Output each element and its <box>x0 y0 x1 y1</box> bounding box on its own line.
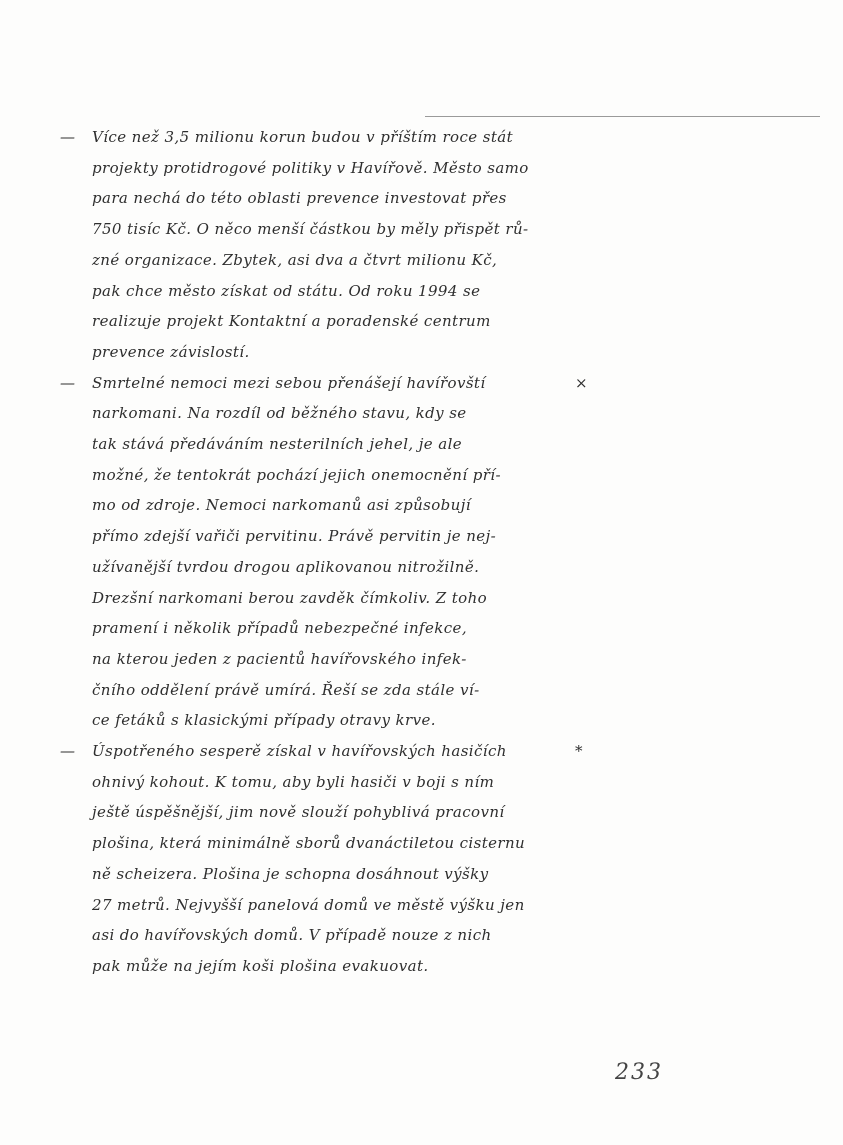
handwritten-line: asi do havířovských domů. V případě nouze z nich <box>92 926 492 945</box>
handwritten-line: tak stává předáváním nesterilních jehel, je ale <box>92 435 463 453</box>
handwritten-line: pak může na jejím koši plošina evakuovat. <box>92 956 429 975</box>
paragraph-marker: — <box>60 742 76 760</box>
handwritten-line: Drezšní narkomani berou zavděk čímkoliv. Z toho <box>92 588 488 607</box>
handwritten-line: para nechá do této oblasti prevence investovat přes <box>92 189 507 208</box>
handwritten-line: na kterou jeden z pacientů havířovského infek- <box>92 649 467 668</box>
margin-mark: * <box>575 742 583 760</box>
handwritten-line: Úspotřeného sesperě získal v havířovských hasičích <box>92 742 507 760</box>
handwritten-line: čního oddělení právě umírá. Řeší se zda stále ví- <box>92 680 480 699</box>
handwritten-line: pak chce město získat od státu. Od roku 1994 se <box>92 281 481 300</box>
page-number: 233 <box>615 1060 663 1085</box>
handwritten-line: Více než 3,5 milionu korun budou v příštím roce stát <box>92 128 514 146</box>
handwritten-line: 750 tisíc Kč. O něco menší částkou by měly přispět rů- <box>92 220 529 239</box>
handwritten-line: plošina, která minimálně sborů dvanáctiletou cisternu <box>92 834 526 853</box>
handwritten-line: narkomani. Na rozdíl od běžného stavu, kdy se <box>92 404 467 423</box>
handwritten-line: pramení i několik případů nebezpečné infekce, <box>92 619 467 638</box>
handwritten-line: projekty protidrogové politiky v Havířově. Město samo <box>92 158 529 177</box>
handwritten-line: ně scheizera. Plošina je schopna dosáhnout výšky <box>92 864 489 883</box>
paragraph-marker: — <box>60 128 76 146</box>
handwritten-line: ohnivý kohout. K tomu, aby byli hasiči v boji s ním <box>92 772 495 791</box>
handwritten-line: užívanější tvrdou drogou aplikovanou nitrožilně. <box>92 557 480 576</box>
handwritten-line: možné, že tentokrát pochází jejich onemocnění pří- <box>92 465 501 484</box>
handwritten-line: Smrtelné nemoci mezi sebou přenášejí havířovští <box>92 373 486 392</box>
handwritten-line: ještě úspěšnější, jim nově slouží pohyblivá pracovní <box>92 803 505 822</box>
handwritten-line: 27 metrů. Nejvyšší panelová domů ve městě výšku jen <box>92 895 525 914</box>
paragraph-marker: — <box>60 373 76 392</box>
handwritten-line: realizuje projekt Kontaktní a poradenské centrum <box>92 312 491 331</box>
margin-mark: × <box>575 373 588 392</box>
handwritten-line: přímo zdejší vařiči pervitinu. Právě pervitin je nej- <box>92 527 497 546</box>
handwritten-line: zné organizace. Zbytek, asi dva a čtvrt milionu Kč, <box>92 250 498 269</box>
handwritten-line: ce fetáků s klasickými případy otravy krve. <box>92 711 436 730</box>
handwritten-line: mo od zdroje. Nemoci narkomanů asi způsobují <box>92 496 471 515</box>
handwritten-line: prevence závislostí. <box>92 342 250 361</box>
